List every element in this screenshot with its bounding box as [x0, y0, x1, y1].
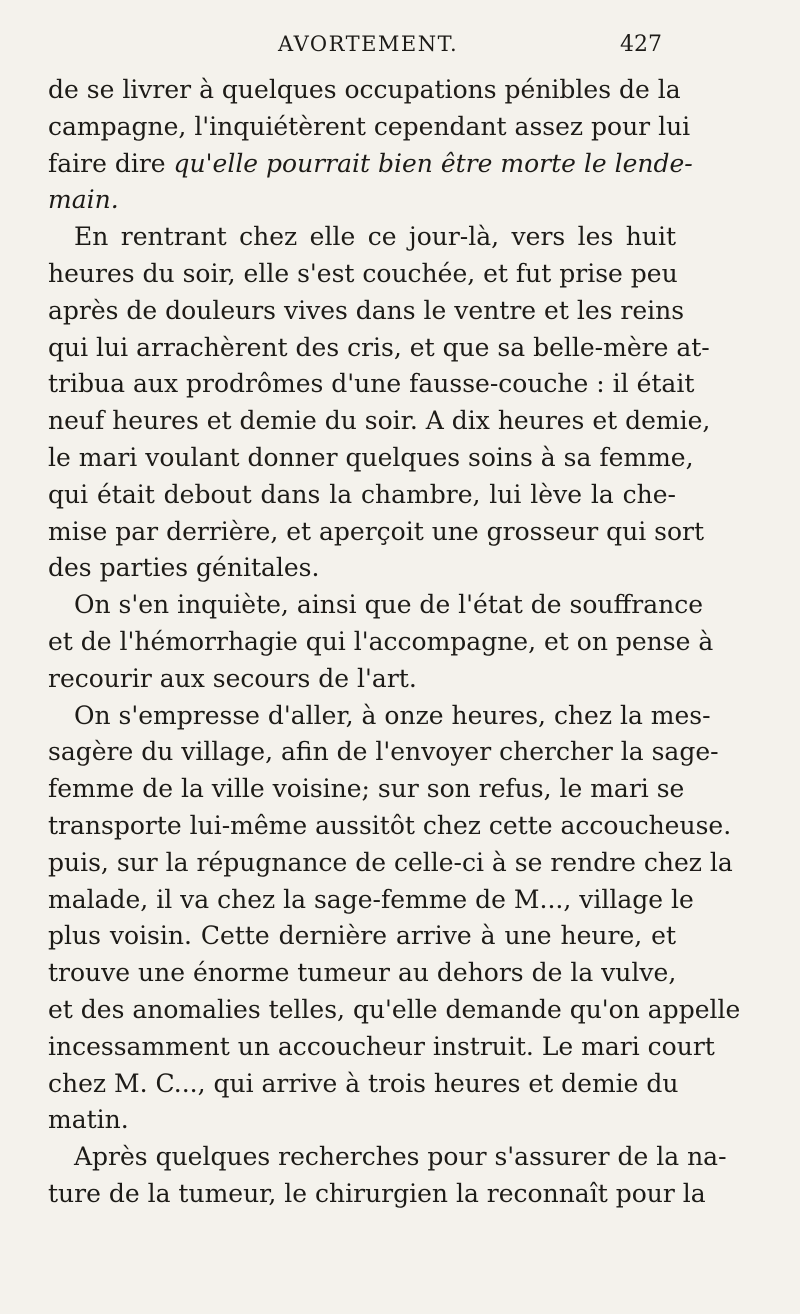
running-title: AVORTEMENT. [278, 32, 459, 56]
text-line: incessamment un accoucheur instruit. Le mari court [48, 1031, 715, 1061]
text-line: On s'en inquiète, ainsi que de l'état de souffrance [74, 590, 704, 620]
text-line: ture de la tumeur, le chirurgien la reconnaît pour la [48, 1178, 706, 1208]
page-number: 427 [620, 32, 662, 57]
text-line: sagère du village, afin de l'envoyer chercher la sage- [48, 737, 719, 767]
italic-quote: qu'elle pourrait bien être morte le lende- [173, 148, 693, 178]
text-line: matin. [48, 1105, 129, 1135]
text-line: En rentrant chez elle ce jour-là, vers les huit [74, 222, 676, 252]
text-line: transporte lui-même aussitôt chez cette accoucheuse. [48, 810, 732, 840]
text-line: tribua aux prodrômes d'une fausse-couche : il était [48, 369, 695, 399]
text-line-italic [48, 182, 676, 219]
text-line: malade, il va chez la sage-femme de M..., village le [48, 884, 694, 914]
text-line: et de l'hémorrhagie qui l'accompagne, et on pense à [48, 626, 714, 656]
text-line: des parties génitales. [48, 553, 320, 583]
text-line: recourir aux secours de l'art. [48, 663, 417, 693]
text-line: et des anomalies telles, qu'elle demande qu'on appelle [48, 994, 741, 1024]
text-line: qui lui arrachèrent des cris, et que sa belle-mère at- [48, 332, 710, 362]
text-line: neuf heures et demie du soir. A dix heures et demie, [48, 406, 711, 436]
text-line: heures du soir, elle s'est couchée, et fut prise peu [48, 258, 678, 288]
text-line: puis, sur la répugnance de celle-ci à se rendre chez la [48, 847, 733, 877]
text-line: Après quelques recherches pour s'assurer de la na- [74, 1142, 727, 1172]
italic-quote-end: main. [48, 185, 119, 215]
text-line: le mari voulant donner quelques soins à sa femme, [48, 442, 694, 472]
text-line: de se livrer à quelques occupations pénibles de la [48, 75, 681, 104]
text-line: qui était debout dans la chambre, lui lève la che- [48, 479, 676, 509]
text-line: trouve une énorme tumeur au dehors de la vulve, [48, 958, 677, 988]
text-line: chez M. C..., qui arrive à trois heures et demie du [48, 1068, 679, 1098]
text-line-start: faire dire [48, 148, 174, 178]
text-line: mise par derrière, et aperçoit une grosseur qui sort [48, 516, 705, 546]
text-line: femme de la ville voisine; sur son refus, le mari se [48, 774, 685, 804]
running-head [48, 30, 680, 64]
text-line-with-italic [48, 146, 693, 183]
text-line: plus voisin. Cette dernière arrive à une heure, et [48, 921, 676, 951]
text-line: On s'empresse d'aller, à onze heures, chez la mes- [74, 700, 711, 730]
body-text [48, 72, 741, 1213]
text-line: après de douleurs vives dans le ventre et les reins [48, 295, 685, 325]
text-line: campagne, l'inquiétèrent cependant assez pour lui [48, 111, 691, 141]
